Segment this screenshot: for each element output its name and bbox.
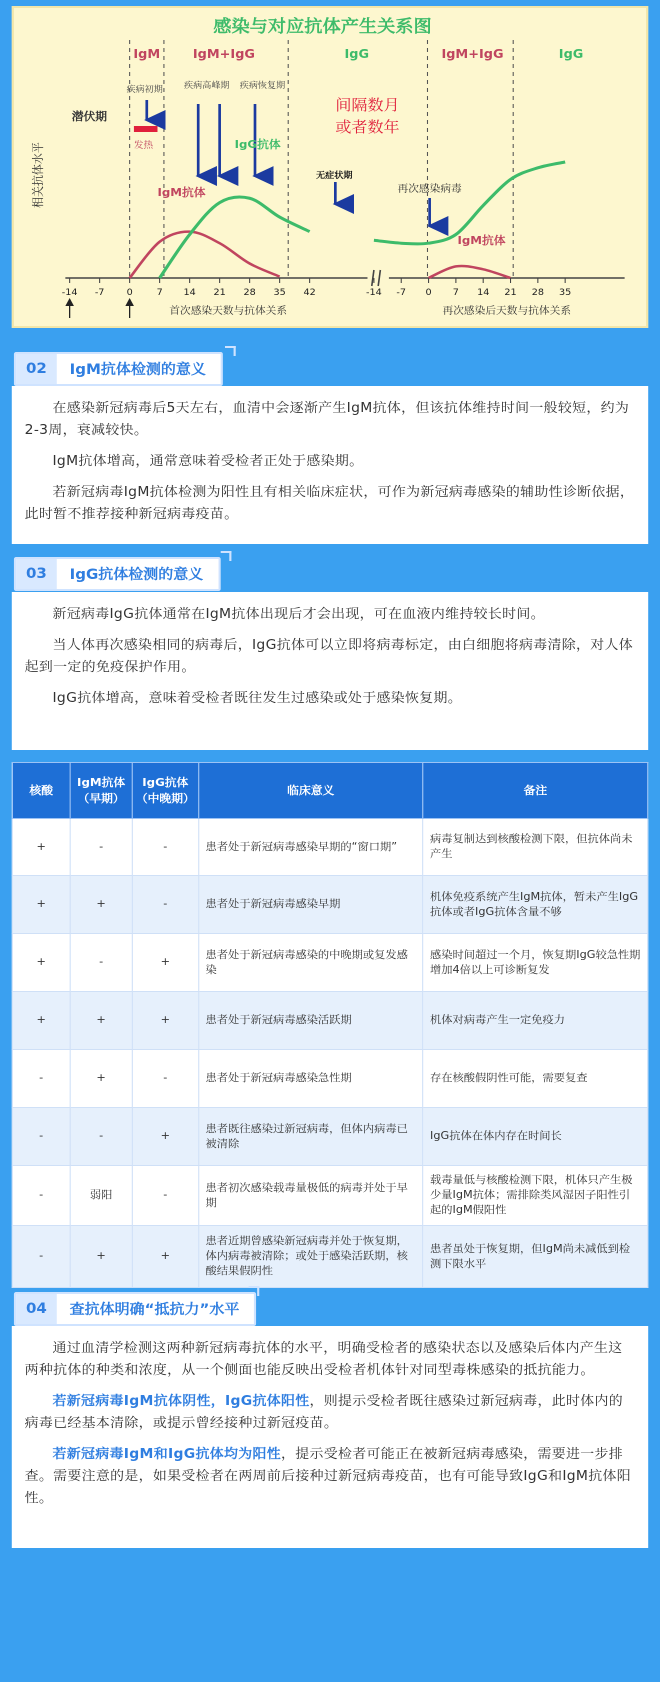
cell-note: 载毒量低与核酸检测下限，机体只产生极少量IgM抗体；需排除类风湿因子阳性引起的IgM假阳性	[423, 1166, 648, 1226]
cell-igm: +	[70, 1050, 132, 1108]
cell-igm: +	[70, 1226, 132, 1288]
phase-label-1: IgM	[133, 46, 161, 61]
section-04-corner	[249, 1286, 260, 1296]
first-axis-tick-label: 21	[213, 287, 226, 298]
cell-nucleic: +	[12, 992, 70, 1050]
igm-curve-label-2: IgM抗体	[457, 233, 506, 247]
cell-note: IgG抗体在体内存在时间长	[423, 1108, 648, 1166]
stage-acute-label: 疾病高峰期	[184, 81, 230, 91]
section-04-paragraph: 通过血清学检测这两种新冠病毒抗体的水平，明确受检者的感染状态以及感染后体内产生这两种抗体的种类和浓度，从一个侧面也能反映出受检者机体针对同型毒株感染的抵抗能力。	[24, 1341, 623, 1378]
cell-nucleic: -	[12, 1226, 70, 1288]
incubation-label: 潜伏期	[71, 109, 108, 123]
igm-curve-label: IgM抗体	[157, 185, 206, 199]
section-04-paragraph	[25, 1391, 636, 1435]
paragraph-text: ，则提示受检者既往感染过新冠病毒，此时体内的病毒已经基本清除，或提示曾经接种过新冠疫苗。	[24, 1394, 624, 1431]
cell-igg: -	[132, 819, 198, 876]
cell-igm: +	[70, 876, 132, 934]
antibody-chart	[12, 6, 648, 328]
header-note: 备注	[423, 763, 648, 819]
table-row	[12, 992, 647, 1050]
table-row	[12, 1050, 647, 1108]
cell-meaning: 患者处于新冠病毒感染活跃期	[198, 992, 423, 1050]
igg-curve-first	[160, 197, 310, 278]
igm-curve-second	[429, 266, 511, 278]
phase-label-2: IgM+IgG	[192, 46, 255, 61]
reinfection-label: 再次感染病毒	[397, 183, 462, 195]
section-02-tag	[14, 352, 223, 386]
header-meaning: 临床意义	[198, 763, 423, 819]
cell-igg: +	[132, 1226, 198, 1288]
section-02-corner	[225, 346, 236, 356]
table-header-row	[12, 763, 647, 819]
section-04-title: 查抗体明确“抵抗力”水平	[69, 1302, 240, 1318]
asymptomatic-label: 无症状期	[316, 171, 353, 181]
second-axis-tick-label: 0	[425, 287, 432, 298]
first-axis-tick-label: 14	[183, 287, 196, 298]
section-03-paragraph: 新冠病毒IgG抗体通常在IgM抗体出现后才会出现，可在血液内维持较长时间。	[52, 607, 545, 622]
first-axis-tick-label: 0	[126, 287, 133, 298]
xlabel-first: 首次感染天数与抗体关系	[169, 305, 288, 317]
section-03-title: IgG抗体检测的意义	[69, 567, 204, 583]
cell-note: 患者虽处于恢复期，但IgM尚未减低到检测下限水平	[423, 1226, 648, 1288]
highlight-text: 若新冠病毒IgM抗体阴性，IgG抗体阳性	[52, 1394, 310, 1409]
cell-meaning: 患者初次感染载毒量极低的病毒并处于早期	[198, 1166, 423, 1226]
cell-nucleic: -	[12, 1050, 70, 1108]
igm-curve-first	[130, 232, 280, 278]
section-03-paragraph: IgG抗体增高，意味着受检者既往发生过感染或处于感染恢复期。	[52, 691, 462, 706]
second-axis-tick-label: -14	[366, 287, 382, 298]
results-table	[12, 762, 648, 1288]
cell-note: 感染时间超过一个月，恢复期IgG较急性期增加4倍以上可诊断复发	[423, 934, 648, 992]
section-04-paragraph	[25, 1444, 636, 1510]
cell-igg: -	[132, 876, 198, 934]
table-row	[12, 934, 647, 992]
xlabel-second: 再次感染后天数与抗体关系	[442, 305, 572, 317]
cell-nucleic: +	[12, 934, 70, 992]
cell-igg: +	[132, 934, 198, 992]
cell-meaning: 患者处于新冠病毒感染早期	[198, 876, 423, 934]
cell-meaning: 患者既往感染过新冠病毒，但体内病毒已被清除	[198, 1108, 423, 1166]
highlight-text: 若新冠病毒IgM和IgG抗体均为阳性	[52, 1447, 282, 1462]
second-axis-tick-label: 7	[452, 287, 459, 298]
fever-label: 发热	[133, 140, 154, 151]
first-axis-tick-label: -14	[61, 287, 78, 298]
chart-svg	[14, 8, 646, 326]
stage-initial-label: 疾病初期	[126, 85, 163, 95]
section-02-number: 02	[16, 354, 57, 384]
second-axis-tick-label: 35	[559, 287, 572, 298]
cell-igm: -	[70, 934, 132, 992]
first-axis-tick-label: 7	[156, 287, 163, 298]
cell-nucleic: +	[12, 819, 70, 876]
cell-igm: -	[70, 819, 132, 876]
chart-title: 感染与对应抗体产生关系图	[213, 17, 432, 37]
header-igg: IgG抗体 （中晚期）	[132, 763, 198, 819]
section-02-paragraph: IgM抗体增高，通常意味着受检者正处于感染期。	[52, 454, 364, 469]
cell-igg: +	[132, 992, 198, 1050]
interval-line-2: 或者数年	[335, 118, 400, 136]
first-axis-tick-label: 42	[303, 287, 316, 298]
cell-nucleic: -	[12, 1108, 70, 1166]
table-row	[12, 1108, 647, 1166]
cell-igg: -	[132, 1050, 198, 1108]
header-igm: IgM抗体 （早期）	[70, 763, 132, 819]
phase-label-4: IgM+IgG	[441, 46, 504, 61]
second-axis-tick-label: -7	[396, 287, 407, 298]
cell-note: 存在核酸假阴性可能，需要复查	[423, 1050, 648, 1108]
second-axis-tick-label: 28	[531, 287, 544, 298]
paragraph-text: ，提示受检者可能正在被新冠病毒感染，需要进一步排查。需要注意的是，如果受检者在两周前后接种过新冠病毒疫苗，也有可能导致IgG和IgM抗体阳性。	[24, 1447, 632, 1506]
section-02-title: IgM抗体检测的意义	[69, 362, 206, 378]
first-axis-tick-label: -7	[94, 287, 105, 298]
cell-igm: 弱阳	[70, 1166, 132, 1226]
phase-label-5: IgG	[558, 46, 584, 61]
phase-label-3: IgG	[344, 46, 370, 61]
cell-igm: -	[70, 1108, 132, 1166]
first-axis-tick-label: 28	[243, 287, 256, 298]
table-row	[12, 819, 647, 876]
second-axis-tick-label: 21	[504, 287, 517, 298]
cell-meaning: 患者处于新冠病毒感染早期的“窗口期”	[198, 819, 423, 876]
section-03-paragraph: 当人体再次感染相同的病毒后，IgG抗体可以立即将病毒标定，由白细胞将病毒清除，对人体起到一定的免疫保护作用。	[24, 638, 633, 675]
igg-curve-second	[374, 162, 565, 244]
table-row	[12, 876, 647, 934]
first-axis-tick-label: 35	[273, 287, 286, 298]
cell-igg: -	[132, 1166, 198, 1226]
igg-curve-label: IgG抗体	[234, 137, 281, 151]
interval-line-1: 间隔数月	[335, 96, 400, 114]
table-row	[12, 1166, 647, 1226]
cell-note: 病毒复制达到核酸检测下限，但抗体尚未产生	[423, 819, 648, 876]
section-02-card	[12, 386, 648, 544]
cell-igg: +	[132, 1108, 198, 1166]
section-04-card	[12, 1326, 648, 1548]
section-02-paragraph: 若新冠病毒IgM抗体检测为阳性且有相关临床症状，可作为新冠病毒感染的辅助性诊断依据，此时暂不推荐接种新冠病毒疫苗。	[24, 485, 635, 522]
cell-meaning: 患者近期曾感染新冠病毒并处于恢复期，体内病毒被清除；或处于感染活跃期，核酸结果假阴性	[198, 1226, 423, 1288]
header-nucleic: 核酸	[12, 763, 70, 819]
stage-recovery-label: 疾病恢复期	[239, 81, 286, 91]
section-04-number: 04	[16, 1294, 57, 1324]
cell-note: 机体对病毒产生一定免疫力	[423, 992, 648, 1050]
cell-igm: +	[70, 992, 132, 1050]
fever-bar	[134, 126, 158, 132]
cell-note: 机体免疫系统产生IgM抗体，暂未产生IgG抗体或者IgG抗体含量不够	[423, 876, 648, 934]
section-04-tag	[14, 1292, 257, 1326]
section-03-card	[12, 592, 648, 750]
cell-meaning: 患者处于新冠病毒感染的中晚期或复发感染	[198, 934, 423, 992]
section-02-paragraph: 在感染新冠病毒后5天左右，血清中会逐渐产生IgM抗体，但该抗体维持时间一般较短，约为2-3周，衰减较快。	[24, 401, 630, 438]
cell-nucleic: +	[12, 876, 70, 934]
chart-ylabel: 相关抗体水平	[30, 142, 45, 208]
table-row	[12, 1226, 647, 1288]
cell-nucleic: -	[12, 1166, 70, 1226]
section-03-corner	[221, 551, 232, 561]
section-03-tag	[14, 557, 220, 591]
section-03-number: 03	[16, 559, 57, 589]
second-axis-tick-label: 14	[477, 287, 490, 298]
cell-meaning: 患者处于新冠病毒感染急性期	[198, 1050, 423, 1108]
